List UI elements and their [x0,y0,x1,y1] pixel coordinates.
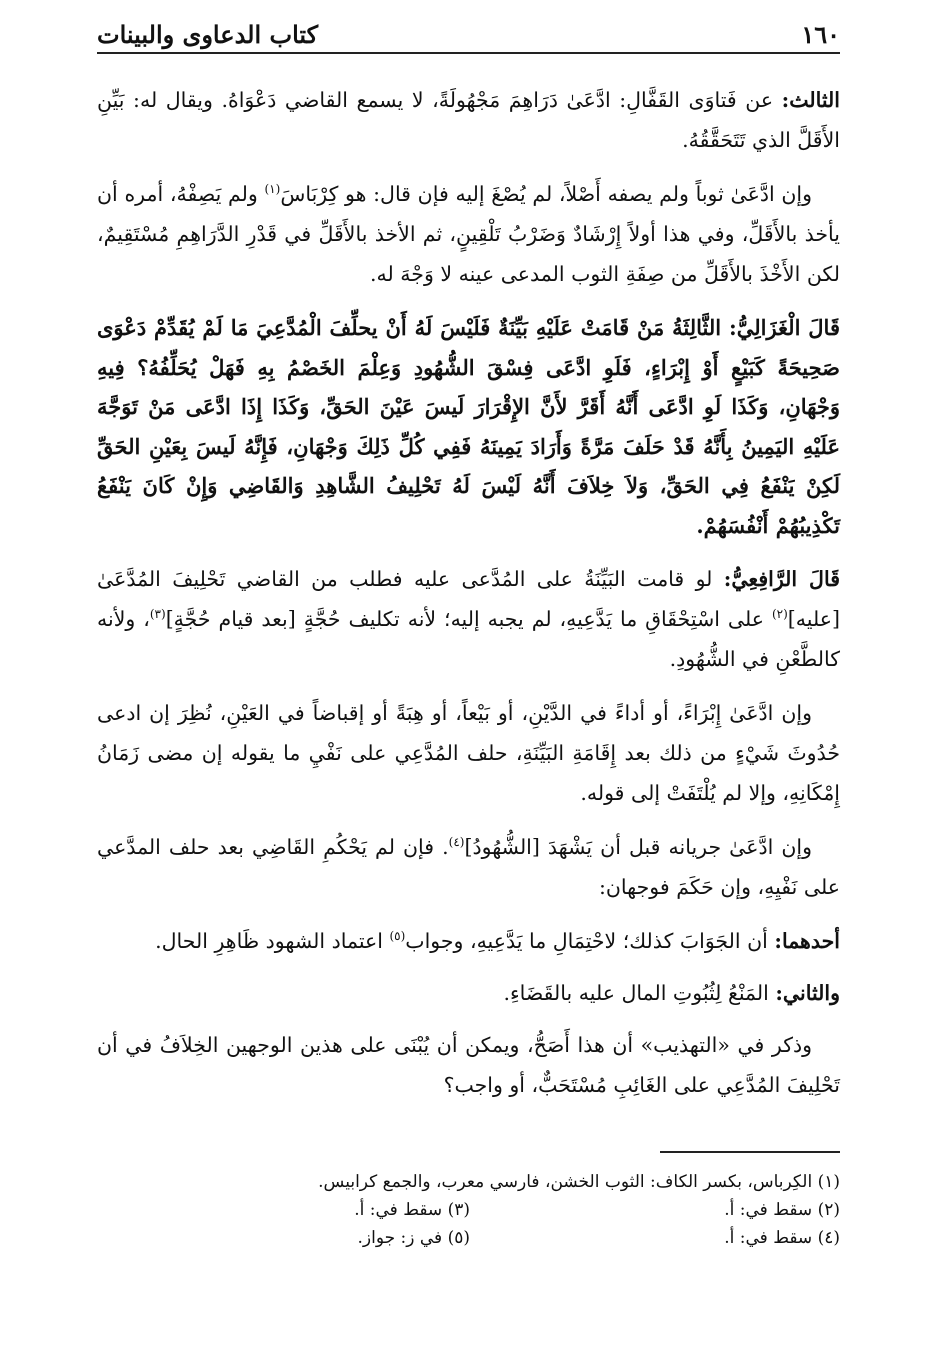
paragraph-text: وذكر في «التهذيب» أن هذا أَصَحُّ، ويمكن أن يُبْنَى على هذين الوجهين الخِلاَفُ في أن تَحْلِيفَ المُدَّعِي على الغَائِبِ مُسْتَحَبٌّ، أو واجب؟ [97,1033,840,1097]
paragraph-text: اعتماد الشهود ظَاهِرِ الحال. [155,929,390,953]
paragraph-third [97,80,840,160]
paragraph-text: ولم يَصِفْهُ، أمره أن يأخذ بالأَقَلِّ، وفي هذا أولاً إِرْشَادٌ وَضَرْبُ تَلْقِينٍ، ثم الأخذ بالأَقَلِّ في قَدْرِ الدَّرَاهِمِ مُسْتَقِيمٌ، لكن الأَخْذَ بالأَقَلِّ من صِفَةِ الثوب المدعى عينه لا وَجْهَ له. [97,182,840,286]
paragraph-text: . فإن لم يَحْكُمِ القَاضِي بعد حلف المدَّعي على نَفْيِهِ، وإن حَكَمَ فوجهان: [97,835,840,899]
paragraph-text: على اسْتِحْقَاقِ ما يَدَّعِيهِ، لم يجبه إليه؛ لأنه تكليف حُجَّةٍ [بعد قيام حُجَّةٍ] [165,607,772,631]
paragraph-ghazali [97,308,840,545]
footnote-4: (٤) سقط في: أ. [724,1228,840,1248]
footnote-3: (٣) سقط في: أ. [354,1200,470,1220]
paragraph-lead: الثالث: [781,88,840,112]
footnote-ref: (٢) [771,607,788,622]
footnote-ref: (٤) [448,835,465,850]
paragraph-lead: أحدهما: [774,929,840,953]
paragraph-before-testimony [97,827,840,907]
page-header [97,18,840,54]
paragraph-text: المَنْعُ لِثُبُوتِ المال عليه بالقَضَاءِ. [503,981,776,1005]
paragraph-text: وإن ادَّعَىٰ ثوباً ولم يصفه أَصْلاً، لم يُصْغَ إليه فإن قال: هو كِرْبَاسَ [280,182,812,206]
main-text [97,80,840,1119]
footnote-2: (٢) سقط في: أ. [724,1200,840,1220]
paragraph-text: وإن ادَّعَىٰ إِبْرَاءً، أو أداءً في الدَّيْنِ، أو بَيْعاً، أو هِبَةً أو إقباضاً في العَيْنِ، نُظِرَ إن ادعى حُدُوثَ شَيْءٍ من ذلك بعد إِقَامَةِ البَيِّنَةِ، حلف المُدَّعِي على نَفْيِ ما يقوله إن مضى زَمَانُ إِمْكَانِهِ، وإلا لم يُلْتَفَتْ إلى قوله. [97,701,840,805]
footnote-5: (٥) في ز: جواز. [357,1228,470,1248]
footnote-ref: (١) [264,182,281,197]
footnote-separator [660,1151,840,1153]
footnote-ref: (٥) [389,929,406,944]
speaker-label: قَالَ الْغَزَالِيُّ: [728,315,840,340]
running-title: كتاب الدعاوى والبينات [97,20,319,49]
paragraph-cloth-claim [97,174,840,294]
page-number: ١٦٠ [801,20,840,49]
book-page [97,18,840,1338]
paragraph-text: أن الجَوَابَ كذلك؛ لاحْتِمَالِ ما يَدَّعِيهِ، وجواب [405,929,775,953]
speaker-label: قَالَ الرَّافِعِيُّ: [723,567,840,591]
paragraph-text: لو قامت البَيِّنَةُ على المُدَّعى عليه فطلب من القاضي تَحْلِيفَ المُدَّعَىٰ [عليه] [97,567,840,631]
paragraph-tahdhib [97,1025,840,1105]
paragraph-text: وإن ادَّعَىٰ جريانه قبل أن يَشْهَدَ [الشُّهُودُ] [464,835,813,859]
paragraph-second-view [97,973,840,1013]
paragraph-text: ، ولأنه كالطَّعْنِ في الشُّهُودِ. [97,607,840,671]
paragraph-lead: والثاني: [775,981,840,1005]
paragraph-first-view [97,921,840,961]
footnote-1: (١) الكِرباس، بكسر الكاف: الثوب الخشن، فارسي معرب، والجمع كرابيس. [318,1172,840,1192]
paragraph-text: عن فَتاوَى القَفَّالِ: ادَّعَىٰ دَرَاهِمَ مَجْهُولَةً، لا يسمع القاضي دَعْوَاهُ. ويقال له: بَيِّنِ الأَقَلَّ الذي تَتَحَقَّقُهُ. [97,88,840,152]
footnotes [97,1168,840,1252]
footnote-row [97,1196,840,1224]
footnote-ref: (٣) [149,607,166,622]
paragraph-rafii [97,559,840,679]
footnote-row [97,1224,840,1252]
paragraph-release-claim [97,693,840,813]
paragraph-text: الثَّالِثَةُ مَنْ قَامَتْ عَلَيْهِ بَيِّنَةٌ فَلَيْسَ لَهُ أَنْ يحلِّفَ الْمُدَّعِيَ مَا لَمْ يُقَدِّمْ دَعْوَى صَحِيحَةً كَبَيْعٍ أَوْ إِبْرَاءٍ، فَلَوِ ادَّعَى فِسْقَ الشُّهُودِ وَعِلْمَ الخَصْمُ بِهِ فَهَلْ يُحَلِّفُهُ؟ فِيهِ وَجْهَانِ، وَكَذَا لَوِ ادَّعَى أَنَّهُ أَقَرَّ لأَنَّ الإِقْرَارَ لَيسَ عَيْنَ الحَقِّ، وَكَذَا إِذَا ادَّعَى مَنْ تَوَجَّهَ عَلَيْهِ اليَمِينُ بِأَنَّهُ قَدْ حَلَفَ مَرَّةً وَأَرَادَ يَمِينَهُ فَفِي كُلِّ ذَلِكَ وَجْهَانِ، فَإِنَّهُ لَيسَ بِعَيْنِ الحَقِّ لَكِنْ يَنْفَعُ فِي الحَقِّ، وَلاَ خِلاَفَ أَنَّهُ لَيْسَ لَهُ تَحْلِيفُ الشَّاهِدِ وَالقَاضِي وَإِنْ كَانَ يَنْفَعُ تَكْذِيبُهُمْ أَنْفُسَهُمْ. [97,315,840,538]
